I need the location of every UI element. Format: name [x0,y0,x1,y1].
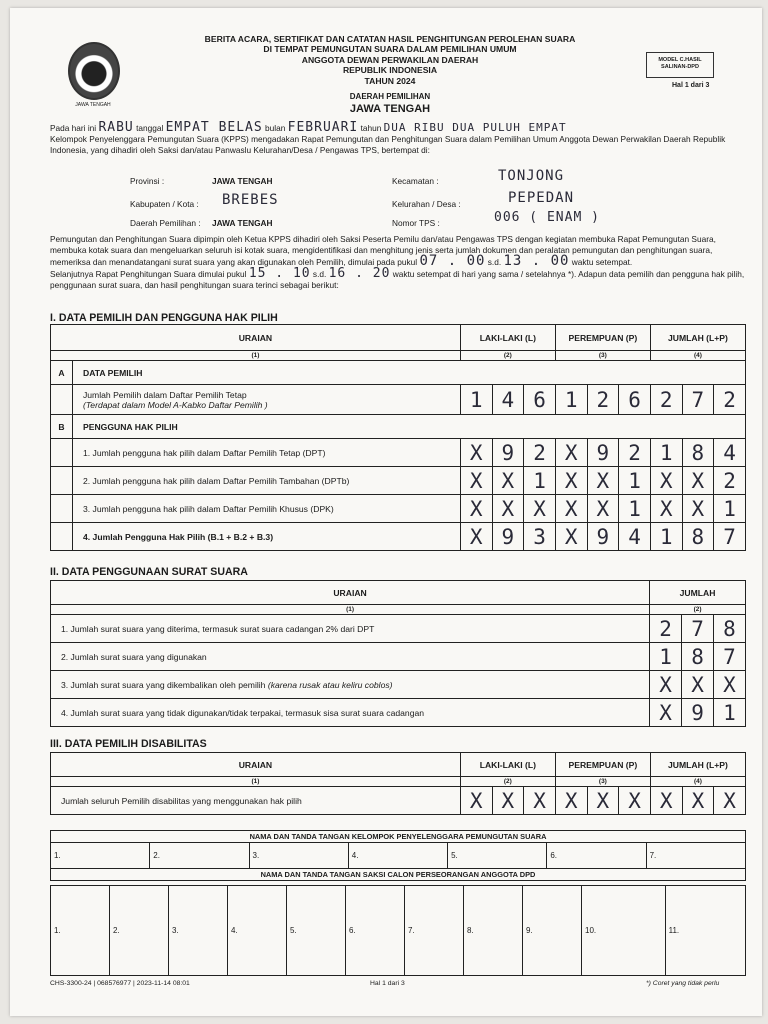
s2-row-3-digit-1: X [650,671,682,699]
row-a-letter: A [51,361,73,385]
sd-1: s.d. [487,257,502,267]
b-row-4-digit-6: 4 [619,523,651,551]
b-row-1-digit-3: 2 [524,439,556,467]
row-a-digit-1: 1 [460,385,492,415]
sd-2: s.d. [312,269,327,279]
saksi-signature-5: 5. [287,886,346,976]
b-row-3-digit-6: 1 [619,495,651,523]
year-label: tahun [360,123,382,133]
b-row-4-digit-5: 9 [587,523,619,551]
count-end: 16 . 20 [328,266,391,281]
title-line-2: DI TEMPAT PEMUNGUTAN SUARA DALAM PEMILIHAN UMUM [263,44,517,55]
s3-h-perempuan: PEREMPUAN (P) [555,753,650,777]
saksi-signature-7: 7. [405,886,464,976]
b-row-3-digit-4: X [555,495,587,523]
s3-h-uraian: URAIAN [51,753,461,777]
kpu-logo [68,42,120,100]
kpps-signature-5: 5. [448,843,547,869]
month-value: FEBRUARI [287,120,359,135]
s2-row-4-digit-2: 9 [682,699,714,727]
b-row-1-digit-5: 9 [587,439,619,467]
day-value: RABU [98,120,134,135]
b-row-4-digit-1: X [460,523,492,551]
s1-h-laki: LAKI-LAKI (L) [460,325,555,351]
s3-sub-3: (3) [555,777,650,787]
body-para-2: Selanjutnya Rapat Penghitungan Suara dimulai pukul [50,269,247,279]
s2-h-jumlah: JUMLAH [650,581,746,605]
b-row-2-digit-8: X [682,467,714,495]
s2-row-2-digit-3: 7 [714,643,746,671]
row-a-digit-3: 6 [524,385,556,415]
s2-row-2-digit-2: 8 [682,643,714,671]
s2-sub-1: (1) [51,605,650,615]
b-row-1-digit-2: 9 [492,439,524,467]
s2-row-2-digit-1: 1 [650,643,682,671]
b-row-1-digit-1: X [460,439,492,467]
model-box [646,52,714,78]
date-value: EMPAT BELAS [165,120,263,135]
section-2-table [50,580,746,727]
time-end: 13 . 00 [503,253,570,269]
s3-row-digit-1: X [460,787,492,815]
s3-sub-4: (4) [650,777,745,787]
saksi-signature-6: 6. [346,886,405,976]
region-label: DAERAH PEMILIHAN [349,92,431,101]
saksi-signature-10: 10. [582,886,666,976]
s3-h-jumlah: JUMLAH (L+P) [650,753,745,777]
row-b-letter: B [51,415,73,439]
count-start: 15 . 10 [248,266,311,281]
s3-h-laki: LAKI-LAKI (L) [460,753,555,777]
month-label: bulan [265,123,286,133]
b-row-3-digit-5: X [587,495,619,523]
b-row-3-label: 3. Jumlah pengguna hak pilih dalam Daftar Pemilih Khusus (DPK) [72,495,460,523]
b-row-3-digit-7: X [650,495,682,523]
kpps-signature-3: 3. [249,843,348,869]
kpps-signature-4: 4. [348,843,447,869]
b-row-2-digit-5: X [587,467,619,495]
b-row-3-digit-9: 1 [714,495,746,523]
s1-h-uraian: URAIAN [51,325,461,351]
row-a-digit-4: 1 [555,385,587,415]
row-a-digit-7: 2 [650,385,682,415]
s1-sub-1: (1) [51,351,461,361]
s3-row-digit-9: X [714,787,746,815]
b-row-4-label: 4. Jumlah Pengguna Hak Pilih (B.1 + B.2 + B.3) [72,523,460,551]
b-row-3-digit-3: X [524,495,556,523]
kpps-signature-2: 2. [150,843,249,869]
witness-table [50,885,746,976]
field-provinsi [130,176,164,187]
logo-caption: JAWA TENGAH [75,102,111,108]
s3-row-label: Jumlah seluruh Pemilih disabilitas yang menggunakan hak pilih [51,787,461,815]
s2-row-2-label: 2. Jumlah surat suara yang digunakan [51,643,650,671]
row-a1-text: Jumlah Pemilih dalam Daftar Pemilih Tetap [82,389,247,400]
row-a-title: DATA PEMILIH [72,361,745,385]
section-1-title: I. DATA PEMILIH DAN PENGGUNA HAK PILIH [50,312,278,324]
row-a-digit-2: 4 [492,385,524,415]
s3-row-digit-4: X [555,787,587,815]
s2-h-uraian: URAIAN [51,581,650,605]
section-3-title: III. DATA PEMILIH DISABILITAS [50,738,207,750]
b-row-4-digit-9: 7 [714,523,746,551]
row-b-title: PENGGUNA HAK PILIH [72,415,745,439]
date-label: tanggal [136,123,164,133]
s3-row-digit-8: X [682,787,714,815]
saksi-signature-1: 1. [51,886,110,976]
b-row-4-digit-7: 1 [650,523,682,551]
title-line-5: TAHUN 2024 [364,75,416,86]
signature-table [50,830,746,881]
title-line-1: BERITA ACARA, SERTIFIKAT DAN CATATAN HASIL PENGHITUNGAN PEROLEHAN SUARA [204,34,576,44]
form-title [160,34,620,86]
body-para-3: waktu setempat di hari yang sama / setelahnya *). Adapun data pemilih dan pengguna hak pilih, penggunaan surat suara, dan hasil penghitungan suara terinci sebagai berikut: [50,269,745,290]
s2-row-1-label: 1. Jumlah surat suara yang diterima, termasuk surat suara cadangan 2% dari DPT [51,615,650,643]
b-row-2-digit-6: 1 [619,467,651,495]
s2-sub-2: (2) [650,605,746,615]
b-row-4-digit-8: 8 [682,523,714,551]
row-a-digit-6: 6 [619,385,651,415]
s3-row-digit-6: X [619,787,651,815]
kecamatan-label: Kecamatan : [392,176,439,186]
s3-row-digit-2: X [492,787,524,815]
s2-row-1-digit-3: 8 [714,615,746,643]
kpps-title: NAMA DAN TANDA TANGAN KELOMPOK PENYELENGGARA PEMUNGUTAN SUARA [51,831,746,843]
provinsi-value: JAWA TENGAH [212,176,273,186]
row-a-digit-5: 2 [587,385,619,415]
b-row-3-digit-2: X [492,495,524,523]
b-row-3-digit-8: X [682,495,714,523]
region-value: JAWA TENGAH [349,103,431,115]
body-paragraph [50,234,750,291]
kpps-signature-6: 6. [547,843,646,869]
ballot-form-sheet [10,8,762,1016]
provinsi-label: Provinsi : [130,176,165,186]
s2-row-1-digit-1: 2 [650,615,682,643]
b-row-4-digit-4: X [555,523,587,551]
time-start: 07 . 00 [419,253,486,269]
kelurahan-label: Kelurahan / Desa : [392,199,461,209]
s3-sub-2: (2) [460,777,555,787]
footer-page: Hal 1 dari 3 [370,980,405,987]
saksi-signature-2: 2. [110,886,169,976]
s2-row-3-label [51,671,650,699]
s3-row-digit-5: X [587,787,619,815]
kpps-signature-7: 7. [646,843,745,869]
tps-value: 006 ( ENAM ) [494,210,600,225]
b-row-2-digit-3: 1 [524,467,556,495]
title-line-3: ANGGOTA DEWAN PERWAKILAN DAERAH [301,54,479,65]
b-row-2-digit-9: 2 [714,467,746,495]
b-row-4-digit-2: 9 [492,523,524,551]
model-line-2: SALINAN-DPD [661,64,699,70]
page-indicator: Hal 1 dari 3 [672,82,710,89]
day-label: Pada hari ini [50,123,97,133]
s3-row-digit-3: X [524,787,556,815]
s3-sub-1: (1) [51,777,461,787]
intro-text: Kelompok Penyelenggara Pemungutan Suara (KPPS) mengadakan Rapat Pemungutan dan Penghitungan Suara dalam Pemilihan Umum Anggota Dewan Perwakilan Daerah Republik Indonesia, yang dihadiri oleh Saksi dan/atau Panwaslu Kelurahan/Desa / Pengawas TPS, bertempat di: [50,134,726,155]
b-row-2-digit-4: X [555,467,587,495]
s3-row-digit-7: X [650,787,682,815]
kelurahan-value: PEPEDAN [508,190,575,206]
s2-row-4-digit-1: X [650,699,682,727]
b-row-3-digit-1: X [460,495,492,523]
daerah-label: Daerah Pemilihan : [130,218,201,228]
b-row-2-digit-7: X [650,467,682,495]
b-row-1-digit-4: X [555,439,587,467]
kpps-signature-1: 1. [51,843,150,869]
s2-row-4-digit-3: 1 [714,699,746,727]
s2-row-3-note: (karena rusak atau keliru coblos) [267,679,393,690]
section-3-table [50,752,746,815]
b-row-2-digit-2: X [492,467,524,495]
saksi-title: NAMA DAN TANDA TANGAN SAKSI CALON PERSEORANGAN ANGGOTA DPD [51,869,746,881]
b-row-2-digit-1: X [460,467,492,495]
b-row-1-digit-8: 8 [682,439,714,467]
s2-row-3-digit-2: X [682,671,714,699]
waktu-setempat-1: waktu setempat. [571,257,633,267]
b-row-1-digit-9: 4 [714,439,746,467]
model-line-1: MODEL C.HASIL [658,57,702,63]
saksi-signature-9: 9. [523,886,582,976]
kabupaten-label: Kabupaten / Kota : [130,199,199,209]
tps-label: Nomor TPS : [392,218,440,228]
s1-h-jumlah: JUMLAH (L+P) [650,325,745,351]
s2-row-4-label: 4. Jumlah surat suara yang tidak digunakan/tidak terpakai, termasuk sisa surat suara cadangan [51,699,650,727]
section-2-title: II. DATA PENGGUNAAN SURAT SUARA [50,566,248,578]
opening-paragraph [50,122,750,156]
s2-row-3-digit-3: X [714,671,746,699]
section-1-table [50,324,746,551]
b-row-4-digit-3: 3 [524,523,556,551]
row-a1-note: (Terdapat dalam Model A-Kabko Daftar Pemilih ) [82,399,268,410]
row-a1-label [72,385,460,415]
saksi-signature-4: 4. [228,886,287,976]
b-row-1-digit-6: 2 [619,439,651,467]
s1-sub-4: (4) [650,351,745,361]
b-row-2-label: 2. Jumlah pengguna hak pilih dalam Daftar Pemilih Tambahan (DPTb) [72,467,460,495]
s1-h-perempuan: PEREMPUAN (P) [555,325,650,351]
footer-code: CHS-3300-24 | 068576977 | 2023-11-14 08:01 [50,980,190,987]
title-line-4: REPUBLIK INDONESIA [342,65,438,76]
row-a-digit-8: 7 [682,385,714,415]
row-a-digit-9: 2 [714,385,746,415]
year-value: DUA RIBU DUA PULUH EMPAT [383,121,567,134]
body-para-1: Pemungutan dan Penghitungan Suara dipimpin oleh Ketua KPPS dihadiri oleh Saksi Peserta Pemilu dan/atau Pengawas TPS dengan kegiatan membuka Rapat Pemungutan Suara, membuka kotak suara dan mengeluarkan seluruh isi kotak suara, mengidentifikasi dan menghitung jenis serta jumlah dokumen dan peralatan pemungutan dan penghitungan suara, memeriksa dan menandatangani surat suara yang akan digunakan oleh Pemilih, dimulai pada pukul [50,234,716,267]
saksi-signature-8: 8. [464,886,523,976]
saksi-signature-3: 3. [169,886,228,976]
b-row-1-label: 1. Jumlah pengguna hak pilih dalam Daftar Pemilih Tetap (DPT) [72,439,460,467]
daerah-value: JAWA TENGAH [212,218,273,228]
footer-note: *) Coret yang tidak perlu [646,980,720,987]
s2-row-3-text: 3. Jumlah surat suara yang dikembalikan oleh pemilih [61,679,266,690]
kabupaten-value: BREBES [222,192,279,208]
s1-sub-2: (2) [460,351,555,361]
s2-row-1-digit-2: 7 [682,615,714,643]
s1-sub-3: (3) [555,351,650,361]
b-row-1-digit-7: 1 [650,439,682,467]
saksi-signature-11: 11. [665,886,745,976]
kecamatan-value: TONJONG [498,168,565,184]
